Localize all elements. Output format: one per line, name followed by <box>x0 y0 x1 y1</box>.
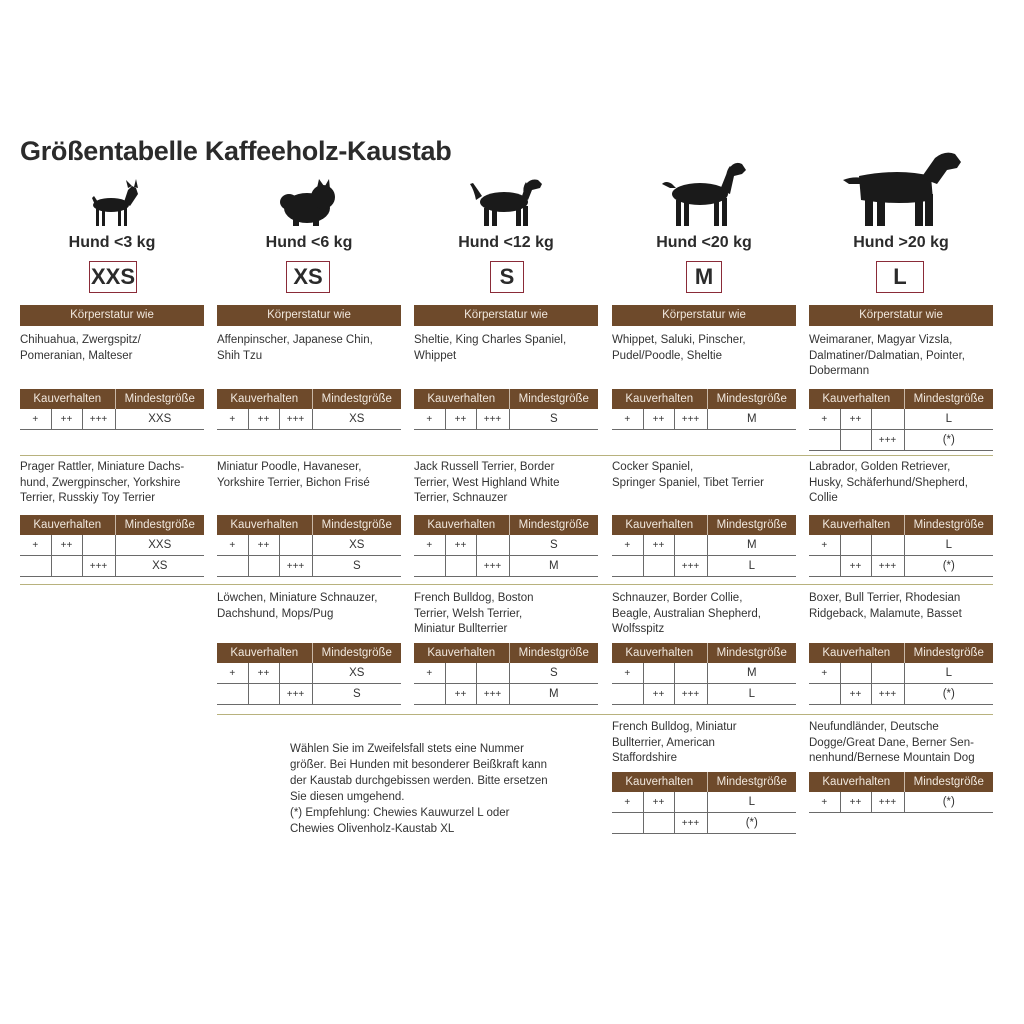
breed-list: Prager Rattler, Miniature Dachs- hund, Zwergpinscher, Yorkshire Terrier, Russkiy Toy Terrier <box>20 461 185 504</box>
chew-size-table: Kauverhalten Mindestgröße + ++ XS +++ S <box>217 515 401 577</box>
breed-list: Cocker Spaniel, Springer Spaniel, Tibet Terrier <box>612 461 764 489</box>
table-row: + ++ +++ XS <box>217 409 401 430</box>
breed-list: Affenpinscher, Japanese Chin, Shih Tzu <box>217 334 373 362</box>
table-row: + ++ XS <box>217 663 401 684</box>
table-row: + L <box>809 663 993 684</box>
table-row: + ++ S <box>414 535 598 556</box>
row-divider <box>217 714 993 715</box>
table-row: + ++ +++ M <box>612 409 796 430</box>
chew-header: Kauverhalten <box>20 389 115 409</box>
table-row: + ++ XS <box>217 535 401 556</box>
table-row: + L <box>809 535 993 556</box>
table-row: +++ L <box>612 556 796 577</box>
body-type-header: Körperstatur wie <box>20 305 204 326</box>
chew-size-table: Kauverhalten Mindestgröße + ++ S +++ M <box>414 515 598 577</box>
size-badge: S <box>490 261 524 293</box>
size-badge: XXS <box>89 261 137 293</box>
table-row: + M <box>612 663 796 684</box>
chew-size-table: Kauverhalten Mindestgröße + ++ XS +++ S <box>217 643 401 705</box>
chew-size-table: Kauverhalten Mindestgröße + S ++ +++ M <box>414 643 598 705</box>
table-row: + ++ XXS <box>20 535 204 556</box>
chew-size-table: Kauverhalten Mindestgröße + ++ +++ (*) <box>809 772 993 813</box>
breed-list: Neufundländer, Deutsche Dogge/Great Dane, Berner Sen- nenhund/Bernese Mountain Dog <box>809 721 975 764</box>
breed-list: Miniatur Poodle, Havaneser, Yorkshire Terrier, Bichon Frisé <box>217 461 370 489</box>
body-type-header: Körperstatur wie <box>414 305 598 326</box>
table-row: + ++ L <box>612 792 796 813</box>
page-title: Größentabelle Kaffeeholz-Kaustab <box>20 136 452 166</box>
chew-size-table: Kauverhalten Mindestgröße + L ++ +++ (*) <box>809 643 993 705</box>
chew-size-table: Kauverhalten Mindestgröße + ++ +++ S <box>414 389 598 430</box>
body-type-header: Körperstatur wie <box>217 305 401 326</box>
row-divider <box>20 584 993 585</box>
chew-size-table: Kauverhalten Mindestgröße + ++ +++ M <box>612 389 796 430</box>
breed-list: Whippet, Saluki, Pinscher, Pudel/Poodle, Sheltie <box>612 334 746 362</box>
size-badge: M <box>686 261 722 293</box>
breed-list: French Bulldog, Boston Terrier, Welsh Terrier, Miniatur Bullterrier <box>414 592 534 635</box>
chew-size-table: Kauverhalten Mindestgröße + ++ M +++ L <box>612 515 796 577</box>
chew-size-table <box>20 389 204 430</box>
breed-list: Löwchen, Miniature Schnauzer, Dachshund, Mops/Pug <box>217 592 378 620</box>
breed-list: Labrador, Golden Retriever, Husky, Schäferhund/Shepherd, Collie <box>809 461 968 504</box>
table-row: + ++ +++ XXS <box>20 409 204 430</box>
table-row: +++ (*) <box>612 813 796 834</box>
chew-size-table: Kauverhalten Mindestgröße + M ++ +++ L <box>612 643 796 705</box>
chew-size-table: Kauverhalten Mindestgröße + ++ L +++ (*) <box>612 772 796 834</box>
weight-label: Hund >20 kg <box>853 234 949 251</box>
table-row: +++ S <box>217 684 401 705</box>
table-row: ++ +++ L <box>612 684 796 705</box>
breed-list: French Bulldog, Miniatur Bullterrier, American Staffordshire <box>612 721 737 764</box>
footnote: Wählen Sie im Zweifelsfall stets eine Nummer größer. Bei Hunden mit besonderer Beißkraft kann der Kaustab durchgebissen werden. Bitte ersetzen Sie diesen umgehend. (*) Empfehlung: Chewies Kauwurzel L oder Chewies Olivenholz-Kaustab XL <box>290 743 548 835</box>
table-row: +++ XS <box>20 556 204 577</box>
breed-list: Weimaraner, Magyar Vizsla, Dalmatiner/Dalmatian, Pointer, Dobermann <box>809 334 965 377</box>
size-badge: L <box>876 261 924 293</box>
weight-label: Hund <12 kg <box>458 234 554 251</box>
weight-label: Hund <3 kg <box>68 234 156 251</box>
row-divider <box>20 455 993 456</box>
weight-label: Hund <6 kg <box>265 234 353 251</box>
table-row: + ++ L <box>809 409 993 430</box>
table-row: +++ (*) <box>809 430 993 451</box>
breed-list: Chihuahua, Zwergspitz/ Pomeranian, Malteser <box>20 334 141 362</box>
chew-size-table: Kauverhalten Mindestgröße + ++ +++ XS <box>217 389 401 430</box>
tiny-dog-silhouette-icon <box>20 150 204 232</box>
large-dog-silhouette-icon <box>809 150 993 232</box>
table-row: ++ +++ M <box>414 684 598 705</box>
fluffy-dog-silhouette-icon <box>217 150 401 232</box>
body-type-header: Körperstatur wie <box>612 305 796 326</box>
table-row: + ++ +++ S <box>414 409 598 430</box>
table-row: +++ S <box>217 556 401 577</box>
breed-list: Boxer, Bull Terrier, Rhodesian Ridgeback, Malamute, Basset <box>809 592 962 620</box>
body-type-header: Körperstatur wie <box>809 305 993 326</box>
chew-size-table: Kauverhalten Mindestgröße + ++ L +++ (*) <box>809 389 993 451</box>
chew-size-table: Kauverhalten Mindestgröße + L ++ +++ (*) <box>809 515 993 577</box>
table-row: + S <box>414 663 598 684</box>
chew-size-table: Kauverhalten Mindestgröße + ++ XXS +++ XS <box>20 515 204 577</box>
table-row: + ++ M <box>612 535 796 556</box>
table-row: +++ M <box>414 556 598 577</box>
size-badge: XS <box>286 261 330 293</box>
breed-list: Sheltie, King Charles Spaniel, Whippet <box>414 334 567 362</box>
medium-dog-silhouette-icon <box>612 150 796 232</box>
breed-list: Jack Russell Terrier, Border Terrier, West Highland White Terrier, Schnauzer <box>414 461 560 504</box>
min-size-header: Mindestgröße <box>115 389 204 409</box>
weight-label: Hund <20 kg <box>656 234 752 251</box>
small-dog-silhouette-icon <box>414 150 598 232</box>
breed-list: Schnauzer, Border Collie, Beagle, Australian Shepherd, Wolfsspitz <box>612 592 761 635</box>
table-row: ++ +++ (*) <box>809 556 993 577</box>
table-row: ++ +++ (*) <box>809 684 993 705</box>
table-row: + ++ +++ (*) <box>809 792 993 813</box>
